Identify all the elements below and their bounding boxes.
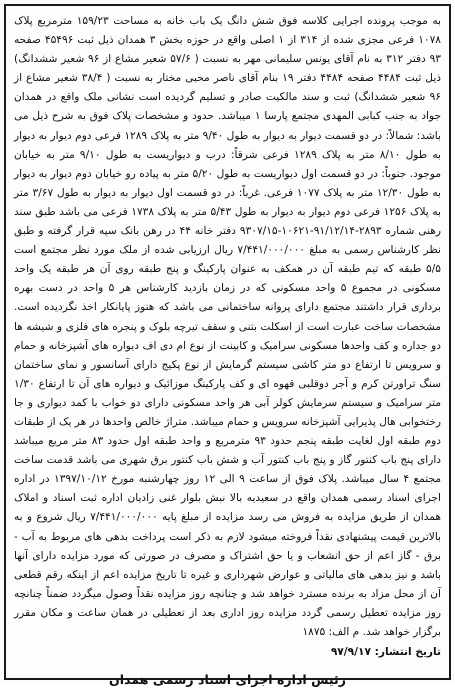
notice-paragraph: به موجب پرونده اجرایی کلاسه فوق شش دانگ یک باب خانه به مساحت ۱۵۹/۲۳ مترمربع پلاک ۱۰۷۸ فرعی مجزی شده از ۳۱۴ از ۱ اصلی واقع در حوزه بخش ۳ همدان ذیل ثبت ۴۵۴۹۶ صفحه ۹۳ دفتر ۳۱۲ به نام آقای یونس سلیمانی مهر به نسبت ( ۵۷/۶ شعیر مشاع از ۹۶ شعیر ششدانگ) ذیل ثبت ۴۴۸۴ صفحه ۴۴۸۴ دفتر ۱۹ بنام آقای ناصر محبی مختار به نسبت ( ۳۸/۴ شعیر مشاع از ۹۶ شعیر ششدانگ) ثبت و سند مالکیت صادر و تسلیم گردیده است نشانی ملک واقع در همدان جواد به جنب کبابی المهدی مجتمع پارسا ۱ میباشد. حدود و مشخصات پلاک فوق به شرح ذیل می باشد: شمالاً: در دو قسمت دیوار به دیوار به طول ۹/۴۰ متر به پلاک ۱۲۸۹ فرعی دوم دیوار به دیوار به طول ۸/۱۰ متر به پلاک ۱۲۸۹ فرعی شرقاً: درب و دیواریست به طول ۹/۱۰ متر به خیابان موجود. جنوباً: در دو قسمت اول دیواریست به طول ۵/۲۰ متر به پیاده رو خیابان دوم دیوار به دیوار به طول ۱۲/۳۰ متر به پلاک ۱۰۷۷ فرعی. غرباً: در دو قسمت اول دیوار به دیوار به طول ۳/۶۷ متر به پلاک ۱۲۵۶ فرعی دوم دیوار به دیوار به طول ۵/۴۳ متر به پلاک ۱۷۳۸ فرعی می باشد طبق سند رهنی شماره ۲۸۹۳-۹۱/۱۲/۱۴-۱۰۶۲۱-۹۳۰۷/۱۵ دفتر خانه ۴۴ در رهن بانک سپه قرار گرفته و طبق نظر کارشناس رسمی به مبلغ ۷/۴۴۱/۰۰۰/۰۰۰ ریال ارزیابی شده از ملک مورد نظر مجتمع است ۵/۵ طبقه که تیم طبقه آن در همکف به عنوان پارکینگ و پنج طبقه روی آن هر طبقه یک واحد مسکونی در مجموع ۵ واحد مسکونی که در زمان بازدید کارشناس هر ۵ واحد در دست بهره برداری قرار داشتند مجتمع دارای پروانه ساختمانی می باشد که هنوز پایانکار اخذ نگردیده است. مشخصات ساخت عبارت است از اسکلت بتنی و سقف تیرچه بلوک و پنجره های فلزی و شیشه ها دو جداره و کف واحدها مسکونی سرامیک و کابینت از نوع ام دی اف دیواره های آشپزخانه و حمام و سرویس تا ارتفاع دو متر کاشی سیستم گرمایش از نوع پکیج دارای آسانسور و نمای ساختمان سنگ تراورتن کرم و آجر دوقلبی قهوه ای و کف پارکینگ موزائیک و دیواره های آن تا ارتفاع ۱/۳۰ متر سرامیک و سیستم سرمایش کولر آبی هر واحد مسکونی دارای دو خواب با کمد دیواری و جا رختخوابی هال پذیرایی آشپزخانه سرویس و حمام میباشد. متراژ خالص واحدها در هر یک از طبقات دوم طبقه اول لغایت طبقه پنجم حدود ۹۳ مترمربع و واحد طبقه اول حدود ۸۳ متر مربع میباشد دارای پنج باب کنتور گاز و پنج باب کنتور آب و شش باب کنتور برق شهری می باشد قدمت ساخت مجتمع ۴ سال میباشد. پلاک فوق از ساعت ۹ الی ۱۲ روز چهارشنبه مورخ ۱۳۹۷/۱۰/۱۲ در اداره اجرای اسناد رسمی همدان واقع در سعیدیه بالا نبش بلوار غنی زادیان اداره ثبت اسناد و املاک همدان از طریق مزایده به فروش می رسد مزایده از مبلغ پایه ۷/۴۴۱/۰۰۰/۰۰۰ ریال شروع و به بالاترین قیمت پیشنهادی نقداً فروخته میشود لازم به ذکر است پرداخت بدهی های مربوط به آب - برق - گاز اعم از حق انشعاب و یا حق اشتراک و مصرف در صورتی که مورد مزایده دارای آنها باشد و نیز بدهی های مالیاتی و عوارض شهرداری و غیره تا تاریخ مزایده اعم از اینکه رقم قطعی آن از محل مزاد به برنده مسترد خواهد شد و چنانچه روز مزایده نقداً وصول میگردد ضمناً چنانچه روز مزایده تعطیل رسمی گردد مزایده روز اداری بعد از تعطیلی در همان ساعت و مکان مقرر برگزار خواهد شد. م الف: ۱۸۷۵	[14, 15, 442, 638]
signature-line: رئیس اداره اجرای اسناد رسمی همدان	[108, 672, 347, 688]
publish-date: تاریخ انتشار: ۹۷/۹/۱۷	[330, 646, 441, 659]
notice-border	[4, 4, 451, 688]
notice-body	[14, 12, 441, 642]
